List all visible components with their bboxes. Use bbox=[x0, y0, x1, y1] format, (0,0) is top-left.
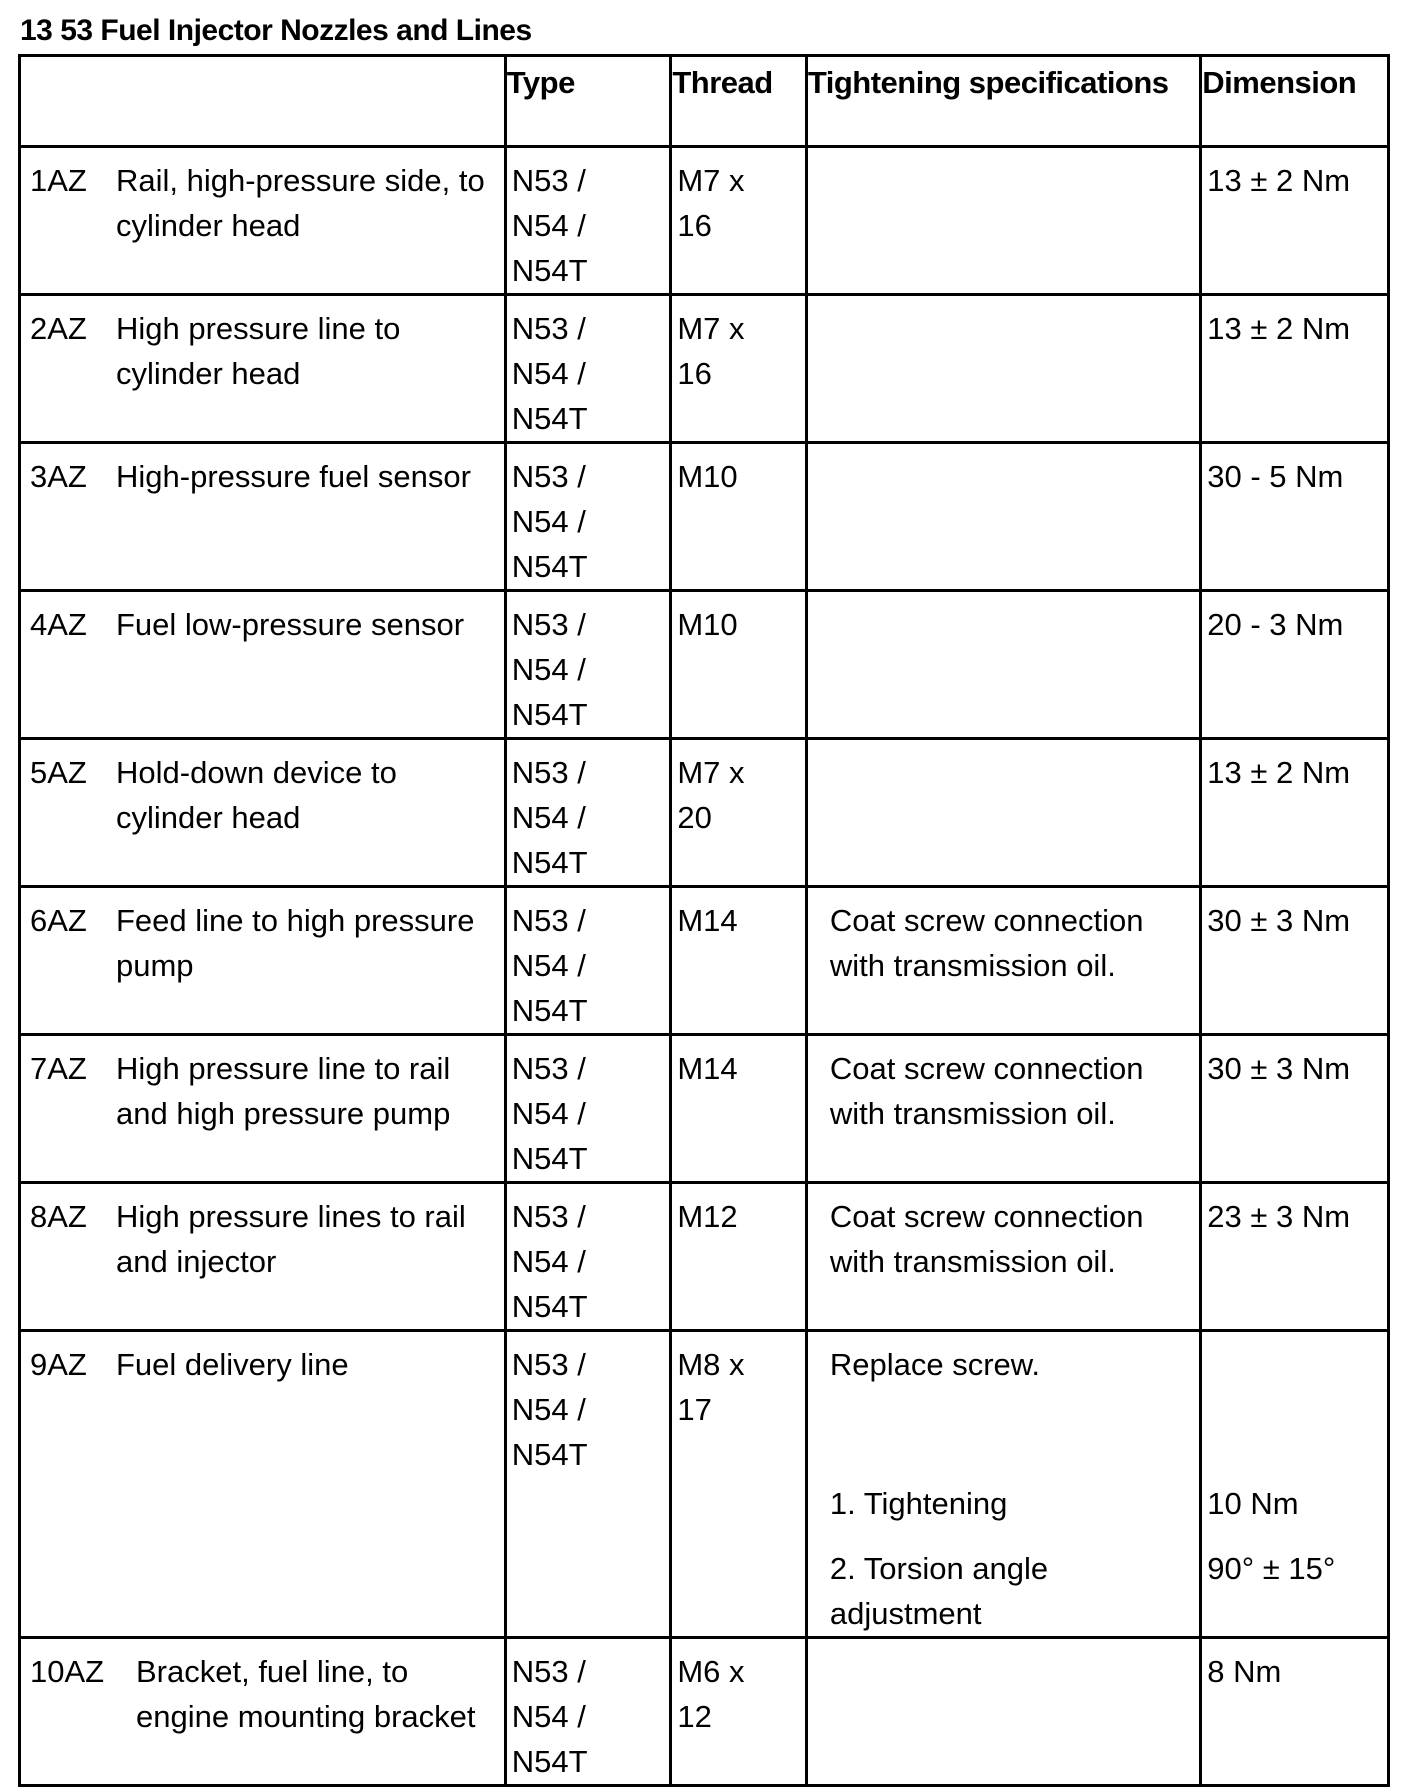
item-cell bbox=[20, 1183, 506, 1331]
header-tightening-specifications: Tightening specifications bbox=[806, 56, 1200, 147]
item-cell bbox=[20, 887, 506, 1035]
item-code: 4AZ bbox=[30, 607, 87, 642]
spec-cell bbox=[806, 1331, 1200, 1638]
item-description: High pressure line to cylinder head bbox=[116, 311, 401, 391]
step-value: 10 Nm bbox=[1207, 1486, 1299, 1521]
table-header-row bbox=[20, 56, 1389, 147]
fuel-injector-spec-table bbox=[18, 54, 1390, 1787]
dimension-cell: 13 ± 2 Nm bbox=[1201, 147, 1389, 295]
thread-cell: M7 x 16 bbox=[671, 295, 806, 443]
type-cell: N53 / N54 / N54T bbox=[505, 591, 671, 739]
item-code: 7AZ bbox=[30, 1051, 87, 1086]
thread-cell: M10 bbox=[671, 591, 806, 739]
spec-cell bbox=[806, 295, 1200, 443]
dimension-cell bbox=[1201, 1331, 1389, 1638]
table-row bbox=[20, 1035, 1389, 1183]
dimension-cell: 30 ± 3 Nm bbox=[1201, 887, 1389, 1035]
item-code: 1AZ bbox=[30, 163, 87, 198]
dimension-cell: 30 - 5 Nm bbox=[1201, 443, 1389, 591]
type-cell: N53 / N54 / N54T bbox=[505, 1331, 671, 1638]
item-cell bbox=[20, 295, 506, 443]
table-row bbox=[20, 1331, 1389, 1638]
table-row bbox=[20, 887, 1389, 1035]
dimension-cell: 8 Nm bbox=[1201, 1638, 1389, 1786]
header-thread: Thread bbox=[671, 56, 806, 147]
thread-cell: M12 bbox=[671, 1183, 806, 1331]
item-code: 2AZ bbox=[30, 311, 87, 346]
thread-cell: M10 bbox=[671, 443, 806, 591]
item-cell bbox=[20, 1331, 506, 1638]
type-cell: N53 / N54 / N54T bbox=[505, 295, 671, 443]
type-cell: N53 / N54 / N54T bbox=[505, 1638, 671, 1786]
thread-cell: M14 bbox=[671, 1035, 806, 1183]
item-cell bbox=[20, 1638, 506, 1786]
item-description: Hold-down device to cylinder head bbox=[116, 755, 397, 835]
spec-cell bbox=[806, 1638, 1200, 1786]
thread-cell: M7 x 16 bbox=[671, 147, 806, 295]
dimension-cell: 13 ± 2 Nm bbox=[1201, 739, 1389, 887]
type-cell: N53 / N54 / N54T bbox=[505, 1183, 671, 1331]
spec-cell bbox=[806, 443, 1200, 591]
type-cell: N53 / N54 / N54T bbox=[505, 1035, 671, 1183]
item-cell bbox=[20, 443, 506, 591]
item-description: Fuel delivery line bbox=[116, 1347, 349, 1382]
spec-cell bbox=[806, 739, 1200, 887]
table-row bbox=[20, 1183, 1389, 1331]
item-description: High-pressure fuel sensor bbox=[116, 459, 471, 494]
type-cell: N53 / N54 / N54T bbox=[505, 443, 671, 591]
thread-cell: M6 x 12 bbox=[671, 1638, 806, 1786]
spec-cell bbox=[806, 147, 1200, 295]
dimension-cell: 30 ± 3 Nm bbox=[1201, 1035, 1389, 1183]
item-code: 9AZ bbox=[30, 1347, 87, 1382]
item-code: 6AZ bbox=[30, 903, 87, 938]
dimension-cell: 20 - 3 Nm bbox=[1201, 591, 1389, 739]
item-cell bbox=[20, 591, 506, 739]
table-row bbox=[20, 739, 1389, 887]
header-item bbox=[20, 56, 506, 147]
thread-cell: M8 x 17 bbox=[671, 1331, 806, 1638]
spec-cell: Coat screw connection with transmission oil. bbox=[806, 1035, 1200, 1183]
type-cell: N53 / N54 / N54T bbox=[505, 739, 671, 887]
item-description: Feed line to high pressure pump bbox=[116, 903, 475, 983]
type-cell: N53 / N54 / N54T bbox=[505, 887, 671, 1035]
dimension-cell: 13 ± 2 Nm bbox=[1201, 295, 1389, 443]
dimension-cell: 23 ± 3 Nm bbox=[1201, 1183, 1389, 1331]
table-row bbox=[20, 443, 1389, 591]
type-cell: N53 / N54 / N54T bbox=[505, 147, 671, 295]
table-row bbox=[20, 591, 1389, 739]
spec-cell: Coat screw connection with transmission oil. bbox=[806, 1183, 1200, 1331]
thread-cell: M14 bbox=[671, 887, 806, 1035]
spec-cell bbox=[806, 591, 1200, 739]
item-code: 8AZ bbox=[30, 1199, 87, 1234]
spec-step-label: 1. Tightening bbox=[829, 1486, 1008, 1521]
table-row bbox=[20, 147, 1389, 295]
table-row bbox=[20, 1638, 1389, 1786]
item-code: 3AZ bbox=[30, 459, 87, 494]
header-dimension: Dimension bbox=[1201, 56, 1389, 147]
header-type: Type bbox=[505, 56, 671, 147]
item-description: Bracket, fuel line, to engine mounting bracket bbox=[136, 1654, 476, 1734]
thread-cell: M7 x 20 bbox=[671, 739, 806, 887]
item-description: Fuel low-pressure sensor bbox=[116, 607, 465, 642]
spec-note: Replace screw. bbox=[829, 1347, 1041, 1382]
item-cell bbox=[20, 1035, 506, 1183]
item-description: Rail, high-pressure side, to cylinder head bbox=[116, 163, 485, 243]
spec-cell: Coat screw connection with transmission oil. bbox=[806, 887, 1200, 1035]
step-value: 90° ± 15° bbox=[1207, 1551, 1336, 1586]
spec-step-label: 2. Torsion angle adjustment bbox=[829, 1551, 1049, 1631]
item-code: 5AZ bbox=[30, 755, 87, 790]
page-title: 13 53 Fuel Injector Nozzles and Lines bbox=[20, 14, 532, 47]
item-cell bbox=[20, 147, 506, 295]
item-description: High pressure lines to rail and injector bbox=[116, 1199, 466, 1279]
table-row bbox=[20, 295, 1389, 443]
item-cell bbox=[20, 739, 506, 887]
item-code: 10AZ bbox=[30, 1654, 105, 1689]
item-description: High pressure line to rail and high pressure pump bbox=[116, 1051, 451, 1131]
